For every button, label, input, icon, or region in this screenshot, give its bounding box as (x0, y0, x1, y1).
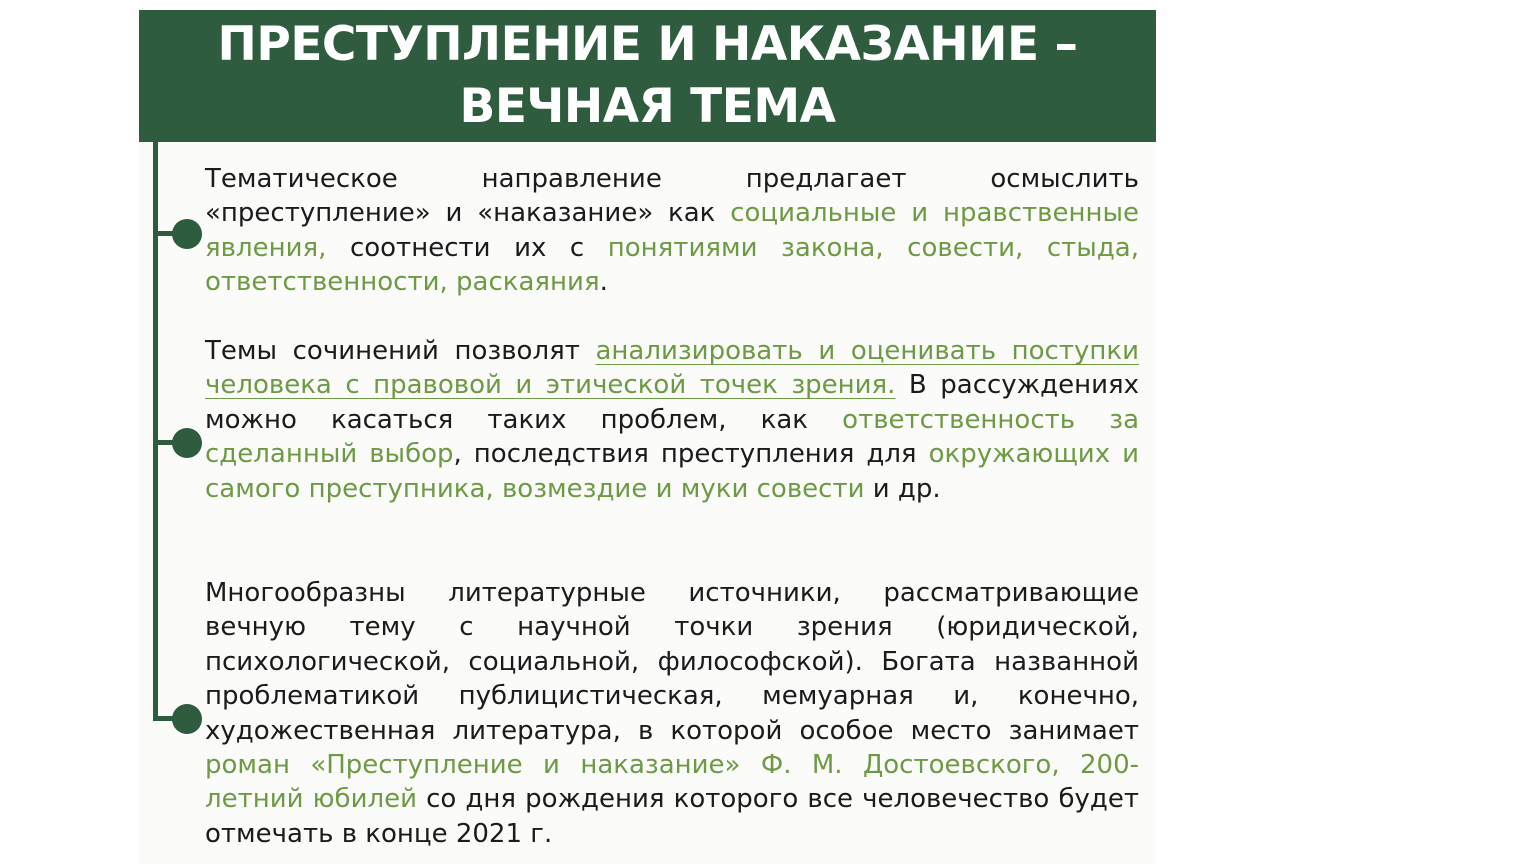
title-line-1: ПРЕСТУПЛЕНИЕ И НАКАЗАНИЕ – (217, 17, 1078, 72)
p1-highlight-1: социальные и нравственные явления, (205, 198, 1139, 263)
paragraph-3 (205, 576, 1139, 851)
timeline-line (153, 142, 158, 720)
timeline-dot-1 (172, 219, 202, 249)
p2-text-1: Темы сочинений позволят (205, 336, 596, 366)
p2-text-4: и др. (864, 473, 941, 504)
p1-text-2: соотнести их с (326, 232, 608, 263)
p3-text-2: со дня рождения которого все человечество будет отмечать в конце 2021 г. (205, 784, 1139, 849)
p1-highlight-2: понятиями закона, совести, стыда, ответственности, раскаяния (205, 232, 1139, 298)
p3-text-1: Многообразны литературные источники, рассматривающие вечную тему с научной точки зрения (юридической, психологической, социальной, философской). Богата названной проблематикой публицистическая, мемуарная и, конечно, художественная литература, в которой особое место занимает (205, 578, 1139, 746)
paragraph-2 (205, 334, 1139, 506)
title-banner (139, 10, 1156, 142)
p2-highlight-1: анализировать и оценивать поступки человека с правовой и этической точек зрения. (205, 336, 1139, 401)
p2-text-2: В рассуждениях можно касаться таких проблем, как (205, 370, 1139, 435)
timeline-dot-3 (172, 704, 202, 734)
p1-text-1: Тематическое направление предлагает осмыслить «преступление» и «наказание» как (205, 164, 1139, 229)
p1-text-3: . (599, 267, 608, 298)
p2-text-3: , последствия преступления для (453, 439, 929, 470)
p2-highlight-3: окружающих и самого преступника, возмездие и муки совести (205, 439, 1139, 504)
p3-highlight-1: роман «Преступление и наказание» Ф. М. Достоевского, 200-летний юбилей (205, 750, 1139, 815)
p2-highlight-2: ответственность за сделанный выбор (205, 404, 1139, 470)
paragraph-1 (205, 162, 1139, 300)
title-line-2: ВЕЧНАЯ ТЕМА (459, 79, 836, 134)
timeline-dot-2 (172, 428, 202, 458)
